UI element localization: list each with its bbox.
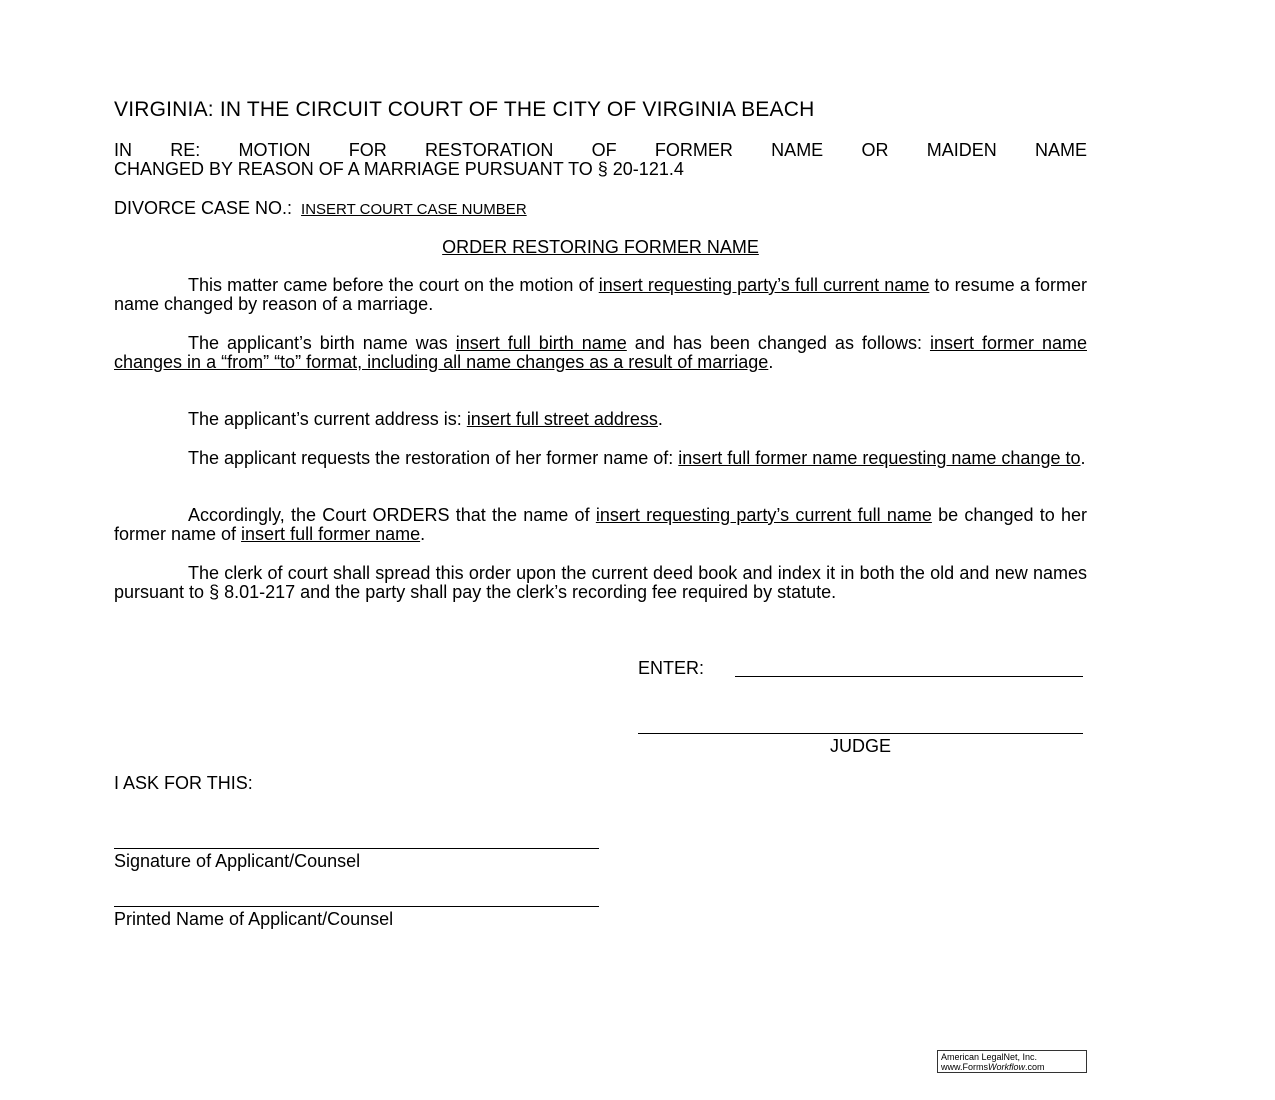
paragraph-text: This matter came before the court on the motion of bbox=[188, 275, 599, 295]
website-prefix: www.Forms bbox=[941, 1062, 988, 1072]
website-suffix: .com bbox=[1025, 1062, 1045, 1072]
paragraph-motion bbox=[114, 276, 1087, 314]
paragraph-birth-name bbox=[114, 334, 1087, 372]
case-number-label: DIVORCE CASE NO.: bbox=[114, 198, 293, 218]
paragraph-text: The clerk of court shall spread this order upon the current deed book and index it in both the old and new names pursuant to § 8.01-217 and the party shall pay the clerk’s recording fee required by statute. bbox=[114, 563, 1087, 603]
enter-label: ENTER: bbox=[638, 658, 705, 678]
placeholder-street-address: insert full street address bbox=[466, 409, 658, 429]
in-re-line-1: IN RE: MOTION FOR RESTORATION OF FORMER NAME OR MAIDEN NAME bbox=[114, 140, 1087, 160]
case-number bbox=[114, 198, 527, 219]
printed-name-line bbox=[114, 906, 599, 907]
applicant-signature-line bbox=[114, 848, 599, 849]
paragraph-court-order bbox=[114, 506, 1087, 544]
placeholder-full-former-name: insert full former name bbox=[241, 524, 421, 545]
judge-signature-line bbox=[638, 733, 1083, 734]
ask-for-this-label: I ASK FOR THIS: bbox=[114, 773, 253, 793]
paragraph-text: The applicant’s birth name was bbox=[188, 333, 456, 353]
paragraph-text: . bbox=[768, 352, 774, 373]
paragraph-text: and has been changed as follows: bbox=[626, 333, 930, 353]
judge-label: JUDGE bbox=[829, 736, 891, 756]
paragraph-restoration-request bbox=[114, 449, 1087, 468]
website-italic: Workflow bbox=[988, 1062, 1026, 1072]
placeholder-former-name: insert full former name requesting name change to bbox=[678, 448, 1081, 468]
paragraph-text: to resume a former name changed by reason of a marriage. bbox=[114, 275, 1087, 315]
placeholder-requesting-party-name: insert requesting party’s full current name bbox=[598, 275, 930, 295]
in-re-line-2: CHANGED BY REASON OF A MARRIAGE PURSUANT TO § 20-121.4 bbox=[114, 159, 684, 179]
in-re-caption bbox=[114, 141, 1087, 179]
paragraph-text: The applicant’s current address is: bbox=[188, 409, 467, 429]
paragraph-text: . bbox=[420, 524, 426, 545]
placeholder-current-name: insert requesting party’s current full name bbox=[595, 505, 932, 525]
publisher-stamp bbox=[937, 1050, 1087, 1073]
placeholder-birth-name: insert full birth name bbox=[455, 333, 627, 353]
paragraph-text: Accordingly, the Court ORDERS that the name of bbox=[188, 505, 596, 525]
order-title: ORDER RESTORING FORMER NAME bbox=[442, 237, 759, 257]
paragraph-address bbox=[114, 410, 1087, 429]
paragraph-text: . bbox=[657, 409, 663, 429]
placeholder-name-changes: insert former name changes in a “from” “to” format, including all name changes as a result of marriage bbox=[114, 333, 1087, 373]
court-title: VIRGINIA: IN THE CIRCUIT COURT OF THE CITY OF VIRGINIA BEACH bbox=[114, 98, 815, 121]
publisher-company: American LegalNet, Inc. bbox=[941, 1052, 1038, 1062]
case-number-value: INSERT COURT CASE NUMBER bbox=[301, 201, 527, 218]
enter-signature-line bbox=[735, 676, 1083, 677]
paragraph-clerk-instructions bbox=[114, 564, 1087, 602]
publisher-website bbox=[941, 1062, 1086, 1072]
paragraph-text: The applicant requests the restoration of her former name of: bbox=[188, 448, 679, 468]
paragraph-text: . bbox=[1080, 448, 1086, 468]
paragraph-text: be changed to her former name of bbox=[114, 505, 1087, 545]
applicant-signature-label: Signature of Applicant/Counsel bbox=[114, 851, 361, 871]
document-page bbox=[114, 0, 1087, 1100]
printed-name-label: Printed Name of Applicant/Counsel bbox=[114, 909, 394, 929]
